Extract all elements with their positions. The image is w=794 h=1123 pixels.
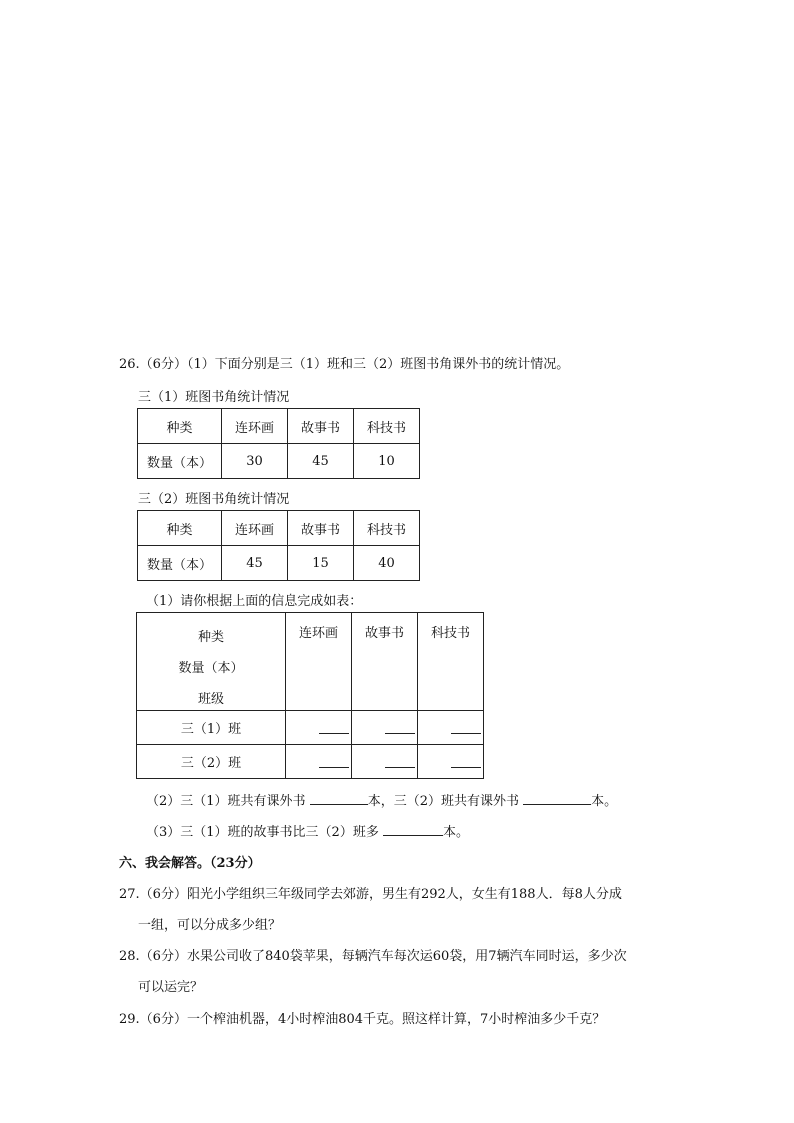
table1-header-kind: 种类 <box>138 409 222 444</box>
q27-line2: 一组，可以分成多少组？ <box>138 918 282 933</box>
table3-row-class1: 三（1）班 <box>137 711 286 745</box>
table1-cell-comic: 30 <box>222 444 288 479</box>
table2-cell-comic: 45 <box>222 546 288 581</box>
section6-heading: 六、我会解答。（23分） <box>119 856 261 871</box>
table1-row-label: 数量（本） <box>138 444 222 479</box>
q26-sub2-text1: （2）三（1）班共有课外书 <box>146 794 306 809</box>
q29-line1: 29.（6分）一个榨油机器，4小时榨油804千克。照这样计算，7小时榨油多少千克？ <box>119 1012 606 1027</box>
table3-answer-class1-story[interactable] <box>352 711 418 745</box>
table3-row-class2: 三（2）班 <box>137 745 286 779</box>
q26-sub2-blank1[interactable] <box>310 804 368 805</box>
table3 <box>136 612 484 779</box>
table3-corner-class: 班级 <box>197 692 224 707</box>
table1-cell-science: 10 <box>354 444 420 479</box>
table2-header-science: 科技书 <box>354 511 420 546</box>
q26-header: 26.（6分）（1）下面分别是三（1）班和三（2）班图书角课外书的统计情况。 <box>119 357 570 372</box>
table3-corner-kind: 种类 <box>197 630 224 645</box>
q26-sub2 <box>146 790 617 809</box>
table3-header-comic: 连环画 <box>286 613 352 711</box>
table3-answer-class1-science[interactable] <box>418 711 484 745</box>
table3-answer-class1-comic[interactable] <box>286 711 352 745</box>
table2-cell-story: 15 <box>288 546 354 581</box>
q26-sub2-text3: 本。 <box>591 794 618 809</box>
q28-line1: 28.（6分）水果公司收了840袋苹果，每辆汽车每次运60袋，用7辆汽车同时运，多少次 <box>119 949 627 964</box>
table3-answer-class2-science[interactable] <box>418 745 484 779</box>
table2-header-story: 故事书 <box>288 511 354 546</box>
q26-sub3-text1: （3）三（1）班的故事书比三（2）班多 <box>146 825 379 840</box>
table2-cell-science: 40 <box>354 546 420 581</box>
table3-header-story: 故事书 <box>352 613 418 711</box>
table1-header-science: 科技书 <box>354 409 420 444</box>
table2-header-kind: 种类 <box>138 511 222 546</box>
table1 <box>137 408 420 479</box>
table2-header-comic: 连环画 <box>222 511 288 546</box>
table3-answer-class2-comic[interactable] <box>286 745 352 779</box>
q26-sub3 <box>146 821 469 840</box>
table3-corner-cell <box>137 613 286 711</box>
q26-sub1: （1）请你根据上面的信息完成如表： <box>146 594 363 609</box>
table1-header-story: 故事书 <box>288 409 354 444</box>
table1-cell-story: 45 <box>288 444 354 479</box>
table1-title: 三（1）班图书角统计情况 <box>138 390 290 405</box>
q28-line2: 可以运完？ <box>138 980 204 995</box>
table3-corner-quantity: 数量（本） <box>178 661 244 676</box>
table3-answer-class2-story[interactable] <box>352 745 418 779</box>
table1-header-comic: 连环画 <box>222 409 288 444</box>
table3-header-science: 科技书 <box>418 613 484 711</box>
q26-sub3-text2: 本。 <box>442 825 469 840</box>
q26-sub2-text2: 本，三（2）班共有课外书 <box>367 794 519 809</box>
table2-title: 三（2）班图书角统计情况 <box>138 492 290 507</box>
q26-sub3-blank[interactable] <box>383 835 443 836</box>
q27-line1: 27.（6分）阳光小学组织三年级同学去郊游，男生有292人，女生有188人．每8人分成 <box>119 887 622 902</box>
q26-sub2-blank2[interactable] <box>523 804 591 805</box>
table2 <box>137 510 420 581</box>
table2-row-label: 数量（本） <box>138 546 222 581</box>
